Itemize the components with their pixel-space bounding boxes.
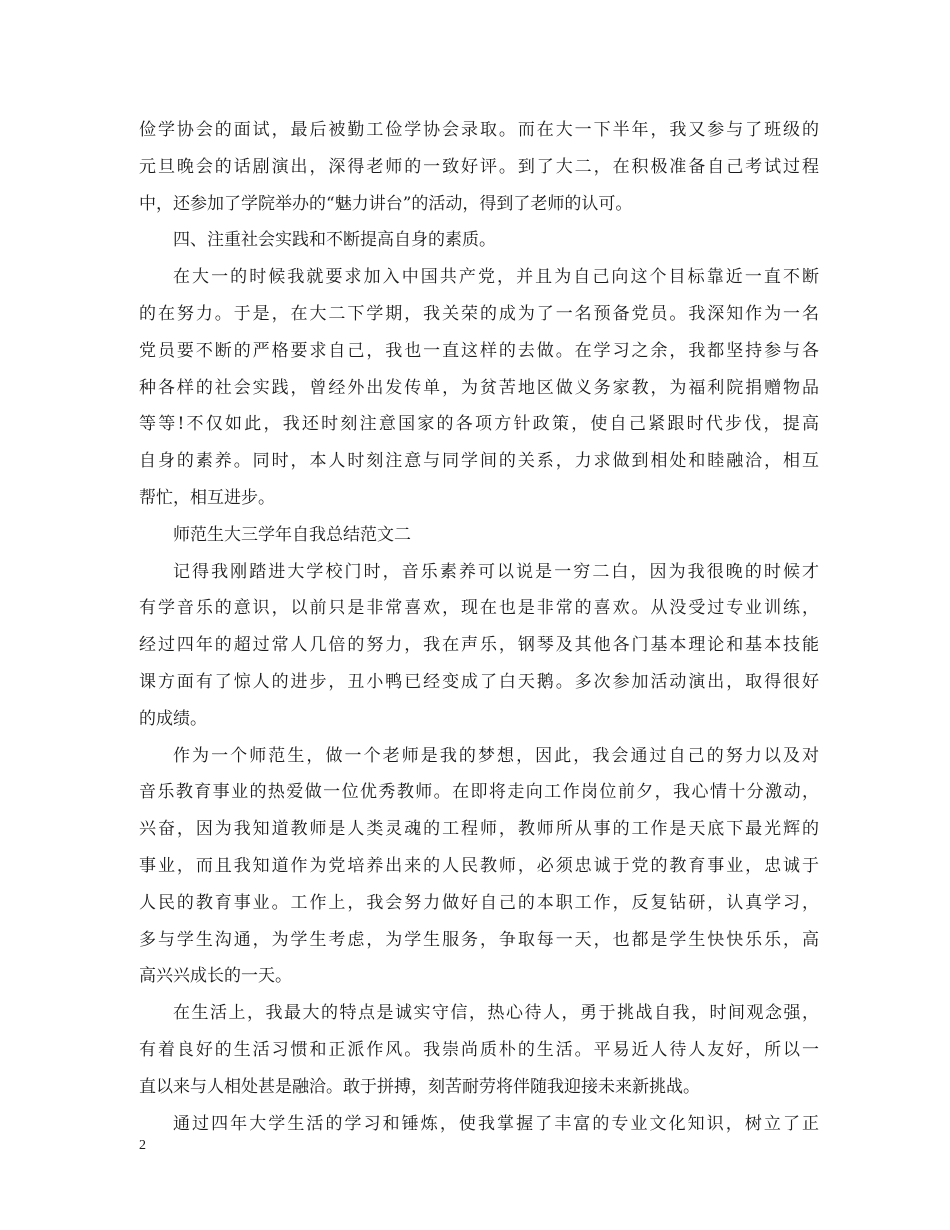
text-line: 帮忙，相互进步。	[139, 487, 275, 508]
text-line: 兴奋，因为我知道教师是人类灵魂的工程师，教师所从事的工作是天底下最光辉的	[139, 819, 819, 840]
text-line: 事业，而且我知道作为党培养出来的人民教师，必须忠诚于党的教育事业，忠诚于	[139, 855, 819, 876]
text-line: 自身的素养。同时，本人时刻注意与同学间的关系，力求做到相处和睦融洽，相互	[139, 451, 819, 472]
text-line: 党员要不断的严格要求自己，我也一直这样的去做。在学习之余，我都坚持参与各	[139, 340, 819, 361]
text-line: 元旦晚会的话剧演出，深得老师的一致好评。到了大二，在积极准备自己考试过程	[139, 156, 819, 177]
text-line: 直以来与人相处甚是融洽。敢于拼搏，刻苦耐劳将伴随我迎接未来新挑战。	[139, 1076, 700, 1097]
text-line: 的成绩。	[139, 708, 207, 729]
text-line: 高兴兴成长的一天。	[139, 966, 292, 987]
text-line: 有着良好的生活习惯和正派作风。我崇尚质朴的生活。平易近人待人友好，所以一	[139, 1039, 819, 1060]
text-line: 有学音乐的意识，以前只是非常喜欢，现在也是非常的喜欢。从没受过专业训练，	[139, 598, 819, 619]
text-line: 人民的教育事业。工作上，我会努力做好自己的本职工作，反复钻研，认真学习，	[139, 892, 819, 913]
text-line: 种各样的社会实践，曾经外出发传单，为贫苦地区做义务家教，为福利院捐赠物品	[139, 377, 819, 398]
text-line: 通过四年大学生活的学习和锤炼，使我掌握了丰富的专业文化知识，树立了正	[173, 1113, 819, 1134]
text-line: 多与学生沟通，为学生考虑，为学生服务，争取每一天，也都是学生快快乐乐，高	[139, 929, 819, 950]
text-line: 作为一个师范生，做一个老师是我的梦想，因此，我会通过自己的努力以及对	[173, 745, 819, 766]
text-line: 师范生大三学年自我总结范文二	[173, 524, 411, 545]
text-line: 俭学协会的面试，最后被勤工俭学协会录取。而在大一下半年，我又参与了班级的	[139, 120, 819, 140]
text-line: 的在努力。于是，在大二下学期，我关荣的成为了一名预备党员。我深知作为一名	[139, 303, 819, 324]
text-line: 在大一的时候我就要求加入中国共产党，并且为自己向这个目标靠近一直不断	[173, 267, 819, 288]
text-line: 等等!不仅如此，我还时刻注意国家的各项方针政策，使自己紧跟时代步伐，提高	[139, 414, 819, 435]
document-body	[139, 112, 819, 1142]
text-line: 在生活上，我最大的特点是诚实守信，热心待人，勇于挑战自我，时间观念强，	[173, 1003, 819, 1024]
text-line: 记得我刚踏进大学校门时，音乐素养可以说是一穷二白，因为我很晚的时候才	[173, 561, 819, 582]
text-line: 经过四年的超过常人几倍的努力，我在声乐，钢琴及其他各门基本理论和基本技能	[139, 635, 819, 656]
text-line: 四、注重社会实践和不断提高自身的素质。	[173, 230, 496, 251]
text-line: 中，还参加了学院举办的“魅力讲台”的活动，得到了老师的认可。	[139, 193, 633, 214]
page-number: 2	[139, 1138, 146, 1153]
text-line: 课方面有了惊人的进步，丑小鸭已经变成了白天鹅。多次参加活动演出，取得很好	[139, 671, 819, 692]
text-line: 音乐教育事业的热爱做一位优秀教师。在即将走向工作岗位前夕，我心情十分激动，	[139, 782, 819, 803]
